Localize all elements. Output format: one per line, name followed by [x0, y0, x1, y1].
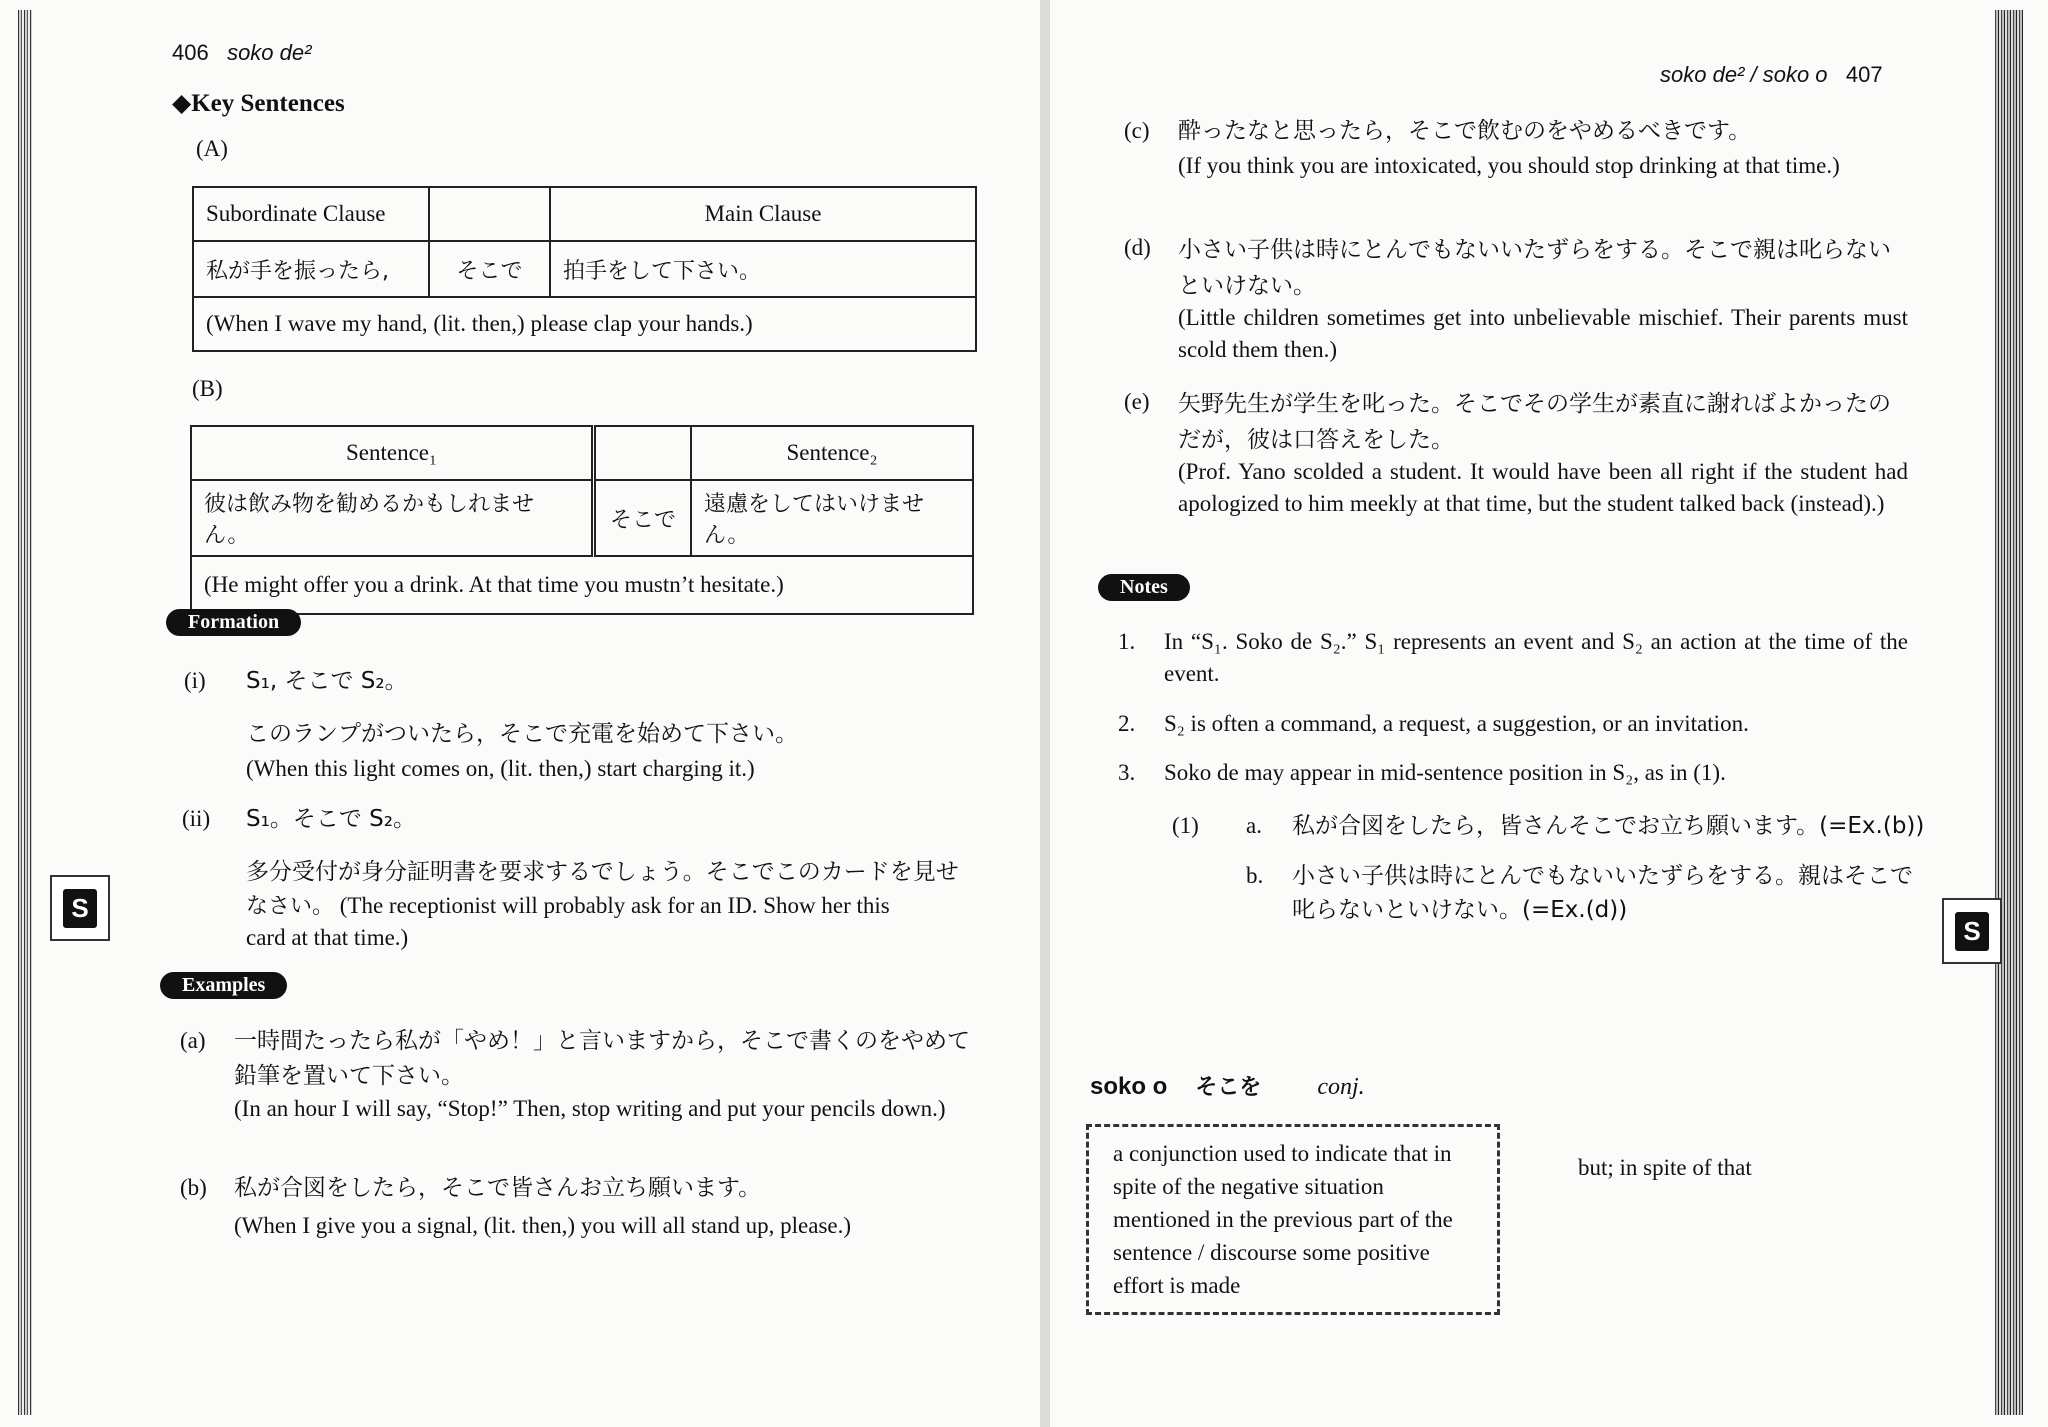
example-num: (d) [1124, 235, 1151, 260]
note-num: 3. [1118, 760, 1136, 785]
note-sub-label: b. [1246, 863, 1264, 888]
tab-letter: S [1955, 912, 1988, 951]
book-spine [1040, 0, 1050, 1427]
note-sub-label: a. [1246, 813, 1262, 838]
note-num: 1. [1118, 629, 1136, 654]
note-text: Soko de may appear in mid-sentence position in S₂, as in (1). [1164, 760, 1726, 785]
formation-pattern: S₁。そこで S₂。 [246, 806, 416, 832]
example-en: (Prof. Yano scolded a student. It would have been all right if the student had apologized to him meekly at that time, but the student talked back (instead).) [1178, 459, 1908, 516]
entry-pos: conj. [1317, 1074, 1365, 1100]
formation-example-en: (When this light comes on, (lit. then,) start charging it.) [246, 756, 755, 781]
note-sub-num: (1) [1172, 813, 1199, 838]
table-header-empty [594, 426, 692, 480]
formation-example-en: card at that time.) [246, 925, 409, 950]
right-thumb-tab [1942, 898, 2002, 964]
example-jp: 鉛筆を置いて下さい。 [234, 1063, 464, 1089]
notes-label: Notes [1098, 574, 1190, 601]
left-page-edge [18, 10, 32, 1415]
example-num: (e) [1124, 389, 1150, 414]
key-sentence-table-a [192, 186, 977, 352]
running-head-title: soko de² / soko o [1660, 62, 1828, 87]
example-num: (b) [180, 1175, 207, 1200]
tab-letter: S [63, 889, 96, 928]
formation-label: Formation [166, 609, 301, 636]
table-cell: 拍手をして下さい。 [550, 241, 976, 297]
table-cell: 彼は飲み物を勧めるかもしれません。 [191, 480, 594, 556]
example-jp: 一時間たったら私が「やめ！」と言いますから，そこで書くのをやめて [234, 1028, 970, 1054]
entry-headword: soko o [1090, 1073, 1168, 1100]
examples-label: Examples [160, 972, 287, 999]
example-jp: 私が合図をしたら，そこで皆さんお立ち願います。 [234, 1175, 762, 1201]
formation-pattern: S₁, そこで S₂。 [246, 668, 408, 694]
note-text: S₂ is often a command, a request, a suggestion, or an invitation. [1164, 711, 1749, 736]
page-number: 407 [1845, 62, 1883, 87]
formation-example-line [246, 890, 890, 923]
formation-num: (ii) [182, 806, 211, 831]
entry-headline [1090, 1070, 1365, 1101]
table-a-label: (A) [196, 136, 228, 161]
left-running-head [172, 40, 311, 66]
example-jp: 矢野先生が学生を叱った。そこでその学生が素直に謝ればよかったのだが，彼は口答えをした。 [1178, 391, 1891, 453]
key-sentence-table-b [190, 425, 974, 615]
note-sub-text: 小さい子供は時にとんでもないいたずらをする。親はそこで [1292, 863, 1913, 889]
example-en: (In an hour I will say, “Stop!” Then, stop writing and put your pencils down.) [234, 1096, 946, 1121]
key-sentences-heading: ◆Key Sentences [172, 90, 345, 117]
formation-num: (i) [184, 668, 206, 693]
left-thumb-tab [50, 875, 110, 941]
example-jp: 小さい子供は時にとんでもないいたずらをする。そこで親は叱らないといけない。 [1178, 237, 1891, 299]
note-sub-text: 私が合図をしたら，皆さんそこでお立ち願います。(=Ex.(b)) [1292, 813, 1925, 839]
example-jp: 酔ったなと思ったら，そこで飲むのをやめるべきです。 [1178, 118, 1752, 144]
entry-headword-jp: そこを [1195, 1075, 1262, 1100]
example-en: (If you think you are intoxicated, you should stop drinking at that time.) [1178, 153, 1840, 178]
running-head-title: soko de² [227, 40, 312, 65]
table-header: Subordinate Clause [193, 187, 429, 241]
table-cell: そこで [429, 241, 550, 297]
table-header-empty [429, 187, 550, 241]
table-header: Main Clause [550, 187, 976, 241]
formation-example-jp: 多分受付が身分証明書を要求するでしょう。そこでこのカードを見せ [246, 859, 959, 885]
page-number: 406 [172, 40, 209, 65]
table-cell: そこで [594, 480, 692, 556]
note-num: 2. [1118, 711, 1136, 736]
table-cell: 私が手を振ったら, [193, 241, 429, 297]
table-b-label: (B) [192, 376, 223, 401]
formation-example-jp: なさい。 [246, 894, 335, 919]
formation-example-jp: このランプがついたら，そこで充電を始めて下さい。 [246, 721, 798, 747]
table-translation: (When I wave my hand, (lit. then,) please clap your hands.) [193, 297, 976, 351]
table-header: Sentence₁ [191, 426, 594, 480]
table-cell: 遠慮をしてはいけません。 [691, 480, 973, 556]
example-num: (c) [1124, 118, 1150, 143]
table-header: Sentence₂ [691, 426, 973, 480]
example-en: (When I give you a signal, (lit. then,) you will all stand up, please.) [234, 1213, 852, 1238]
entry-definition-box: a conjunction used to indicate that in spite of the negative situation mentioned in the previous part of the sentence / discourse some positive effort is made [1086, 1124, 1500, 1315]
example-en: (Little children sometimes get into unbelievable mischief. Their parents must scold them then.) [1178, 305, 1908, 362]
right-running-head [1660, 62, 1883, 88]
entry-english-equivalent: but; in spite of that [1578, 1155, 1752, 1180]
table-translation: (He might offer you a drink. At that time you mustn’t hesitate.) [191, 556, 973, 614]
note-sub-text: 叱らないといけない。(=Ex.(d)) [1292, 897, 1628, 923]
note-text: In “S₁. Soko de S₂.” S₁ represents an event and S₂ an action at the time of the event. [1164, 629, 1908, 686]
formation-example-en: (The receptionist will probably ask for an ID. Show her this [339, 893, 890, 918]
right-page-edge [1995, 10, 2023, 1415]
example-num: (a) [180, 1028, 206, 1053]
